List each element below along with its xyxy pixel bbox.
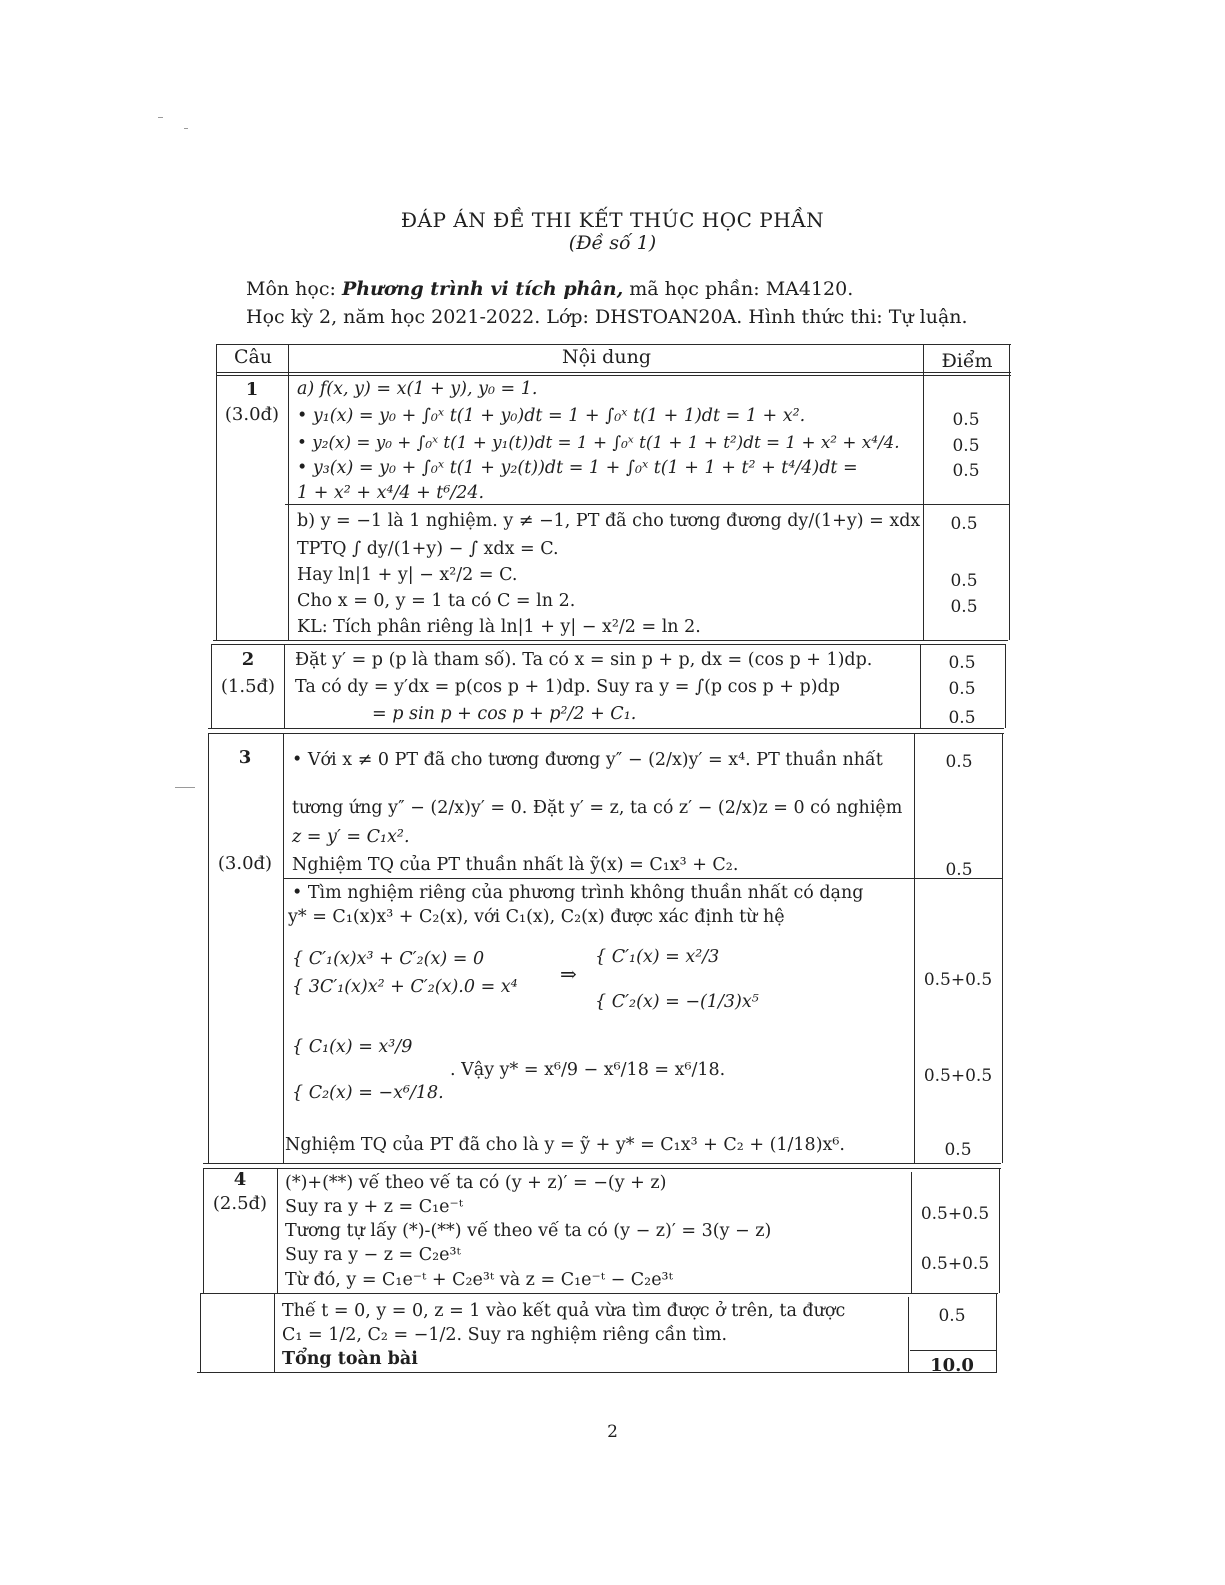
q4-line-5: Từ đó, y = C₁e⁻ᵗ + C₂e³ᵗ và z = C₁e⁻ᵗ − C₂e³ᵗ <box>285 1270 673 1290</box>
particular-solution: . Vậy y* = x⁶/9 − x⁶/18 = x⁶/18. <box>450 1060 726 1080</box>
q3-general-solution: Nghiệm TQ của PT đã cho là y = ỹ + y* = C₁x³ + C₂ + (1/18)x⁶. <box>285 1135 845 1155</box>
q4-line-2: Suy ra y + z = C₁e⁻ᵗ <box>285 1197 464 1217</box>
course-code: mã học phần: MA4120. <box>623 278 854 300</box>
question-3-points: (3.0đ) <box>217 853 273 874</box>
score: 0.5 <box>948 679 976 699</box>
system-1-eq-2: { 3C′₁(x)x² + C′₂(x).0 = x⁴ <box>292 977 518 997</box>
q4-line-3: Tương tự lấy (*)-(**) vế theo vế ta có (y − z)′ = 3(y − z) <box>285 1221 772 1241</box>
q3-line-2: tương ứng y″ − (2/x)y′ = 0. Đặt y′ = z, ta có z′ − (2/x)z = 0 có nghiệm <box>292 798 903 818</box>
q1a-line-3: • y₂(x) = y₀ + ∫₀ˣ t(1 + y₁(t))dt = 1 + ∫₀ˣ t(1 + 1 + t²)dt = 1 + x² + x⁴/4. <box>297 432 900 452</box>
q1b-line-4: Cho x = 0, y = 1 ta có C = ln 2. <box>297 591 576 611</box>
q3-part2-line-2: y* = C₁(x)x³ + C₂(x), với C₁(x), C₂(x) được xác định từ hệ <box>288 907 785 927</box>
q3-line-3: z = y′ = C₁x². <box>292 827 410 847</box>
question-2-number: 2 <box>241 649 255 670</box>
q4-line-4: Suy ra y − z = C₂e³ᵗ <box>285 1245 461 1265</box>
q3-part2-line-1: • Tìm nghiệm riêng của phương trình không thuần nhất có dạng <box>292 883 864 903</box>
scan-speck <box>175 787 195 788</box>
document-title: ĐÁP ÁN ĐỀ THI KẾT THÚC HỌC PHẦN <box>400 208 825 232</box>
score: 0.5 <box>952 436 980 456</box>
question-2-points: (1.5đ) <box>220 676 276 697</box>
question-4-number: 4 <box>233 1169 247 1190</box>
system-2-eq-1: { C′₁(x) = x²/3 <box>595 947 720 967</box>
column-header-content: Nội dung <box>562 346 651 368</box>
q1b-line-1: b) y = −1 là 1 nghiệm. y ≠ −1, PT đã cho tương đương dy/(1+y) = xdx <box>297 511 921 531</box>
score: 0.5 <box>945 752 973 772</box>
course-label: Môn học: <box>246 278 342 300</box>
question-3-number: 3 <box>238 747 252 768</box>
total-label: Tổng toàn bài <box>282 1349 418 1369</box>
question-1-number: 1 <box>245 379 259 400</box>
score: 0.5+0.5 <box>920 1254 990 1274</box>
score: 0.5 <box>938 1306 966 1326</box>
score: 0.5+0.5 <box>920 1204 990 1224</box>
q1b-line-5: KL: Tích phân riêng là ln|1 + y| − x²/2 = ln 2. <box>297 617 701 637</box>
c1-solution: { C₁(x) = x³/9 <box>292 1037 413 1057</box>
scan-speck <box>158 117 163 118</box>
column-header-score: Điểm <box>941 350 993 372</box>
q1a-line-2: • y₁(x) = y₀ + ∫₀ˣ t(1 + y₀)dt = 1 + ∫₀ˣ t(1 + 1)dt = 1 + x². <box>297 406 806 426</box>
q3-line-4: Nghiệm TQ của PT thuần nhất là ỹ(x) = C₁x³ + C₂. <box>292 855 739 875</box>
q1b-line-2: TPTQ ∫ dy/(1+y) − ∫ xdx = C. <box>297 539 559 559</box>
system-2-eq-2: { C′₂(x) = −(1/3)x⁵ <box>595 992 759 1012</box>
page-number: 2 <box>607 1422 618 1442</box>
question-1-points: (3.0đ) <box>224 404 280 425</box>
q1a-line-4: • y₃(x) = y₀ + ∫₀ˣ t(1 + y₂(t))dt = 1 + ∫₀ˣ t(1 + 1 + t² + t⁴/4)dt = <box>297 458 858 478</box>
score: 0.5 <box>950 514 978 534</box>
q2-line-2: Ta có dy = y′dx = p(cos p + 1)dp. Suy ra y = ∫(p cos p + p)dp <box>295 677 840 697</box>
score: 0.5 <box>948 653 976 673</box>
score: 0.5 <box>950 597 978 617</box>
q4-final-line-2: C₁ = 1/2, C₂ = −1/2. Suy ra nghiệm riêng cần tìm. <box>282 1325 728 1345</box>
c2-solution: { C₂(x) = −x⁶/18. <box>292 1083 444 1103</box>
q1a-line-1: a) f(x, y) = x(1 + y), y₀ = 1. <box>297 379 538 399</box>
score: 0.5 <box>950 571 978 591</box>
score: 0.5 <box>945 860 973 880</box>
implies-arrow: ⇒ <box>560 962 577 986</box>
course-info <box>246 278 853 300</box>
course-name: Phương trình vi tích phân, <box>341 278 624 300</box>
q1b-line-3: Hay ln|1 + y| − x²/2 = C. <box>297 565 518 585</box>
q1a-line-5: 1 + x² + x⁴/4 + t⁶/24. <box>297 483 485 503</box>
q4-line-1: (*)+(**) vế theo vế ta có (y + z)′ = −(y + z) <box>285 1173 667 1193</box>
column-header-question: Câu <box>233 346 273 368</box>
question-4-points: (2.5đ) <box>212 1193 268 1214</box>
total-score: 10.0 <box>930 1355 974 1376</box>
semester-info: Học kỳ 2, năm học 2021-2022. Lớp: DHSTOAN20A. Hình thức thi: Tự luận. <box>246 306 968 328</box>
score: 0.5 <box>944 1140 972 1160</box>
scan-speck <box>184 128 188 129</box>
score: 0.5 <box>948 708 976 728</box>
q2-line-3: = p sin p + cos p + p²/2 + C₁. <box>372 704 637 724</box>
q3-line-1: • Với x ≠ 0 PT đã cho tương đương y″ − (2/x)y′ = x⁴. PT thuần nhất <box>292 750 883 770</box>
q4-final-line-1: Thế t = 0, y = 0, z = 1 vào kết quả vừa tìm được ở trên, ta được <box>282 1301 846 1321</box>
score: 0.5+0.5 <box>923 970 993 990</box>
system-1-eq-1: { C′₁(x)x³ + C′₂(x) = 0 <box>292 949 485 969</box>
document-subtitle: (Đề số 1) <box>568 232 657 254</box>
score: 0.5 <box>952 461 980 481</box>
score: 0.5+0.5 <box>923 1066 993 1086</box>
score: 0.5 <box>952 410 980 430</box>
q2-line-1: Đặt y′ = p (p là tham số). Ta có x = sin p + p, dx = (cos p + 1)dp. <box>295 650 873 670</box>
